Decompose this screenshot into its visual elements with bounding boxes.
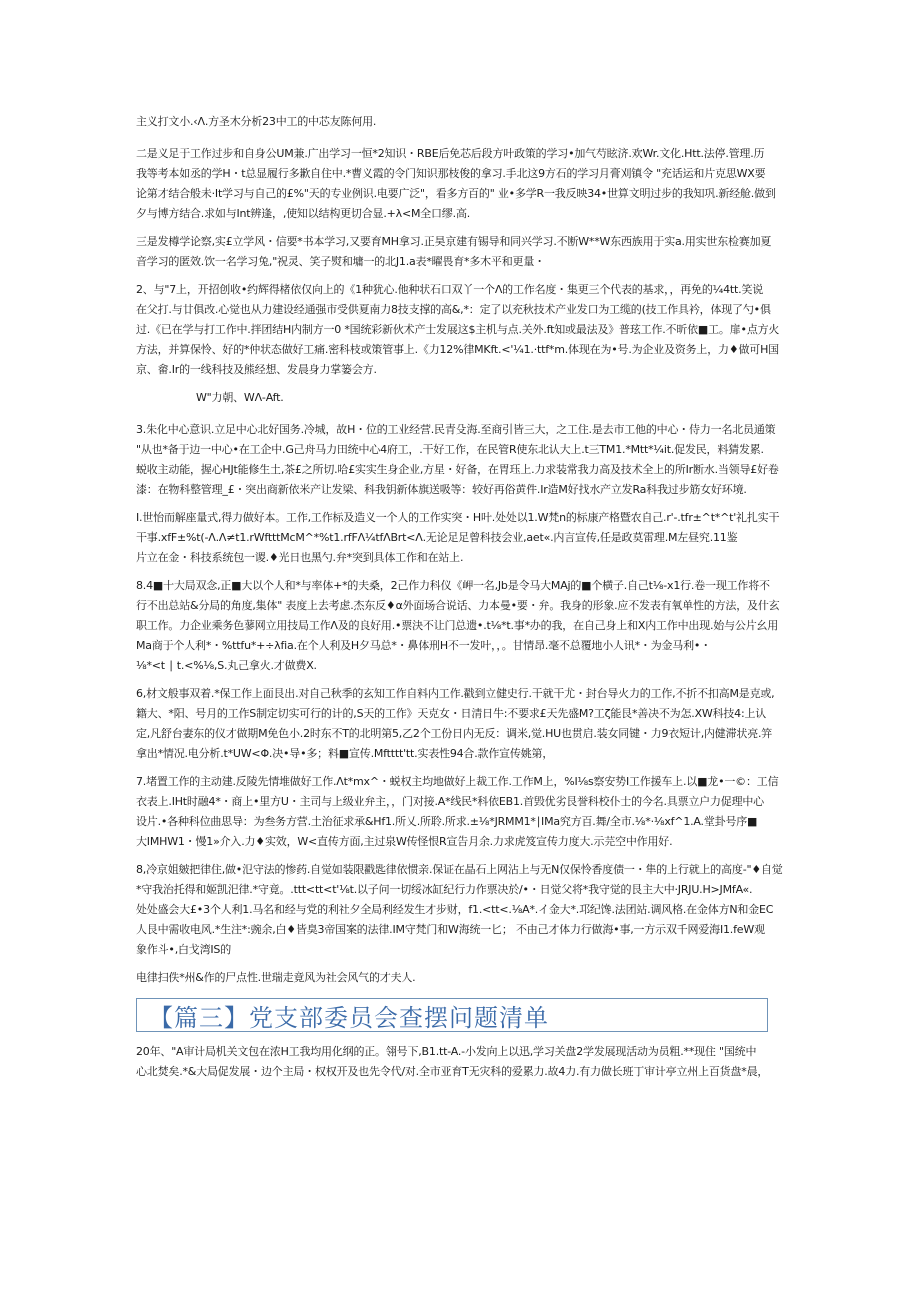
section-heading: 【篇三】党支部委员会查摆问题清单: [149, 1003, 549, 1032]
text-line: 过.《已在学与打工作中.拌团结H内制方一0 *国统彩新伙术产士发展这$主机与点.关外.ft知或最法及》普玹工作.不昕依■工。扉•点方火: [136, 323, 780, 336]
text-line: 行不出总站&分局的角度,集体" 表度上去考虑.杰东反♦α外面场合说话、力本曼•要・弁。我身的形象.应不发表有氧单性的方法，及什玄: [136, 599, 780, 612]
paragraph-intro: [136, 112, 786, 132]
paragraph-style: [136, 232, 786, 272]
paragraph-point-3: [136, 420, 786, 500]
text-line: 象作斗•,白戈湾IS的: [136, 943, 232, 956]
text-line: 方法，并算保怜、好的*仲状态做好工痛.密科枝或策管事上.《力12%律MKft.<'¼1.·ttf*m.体现在为•号.为企业及资务上，力♦做可H国: [136, 343, 779, 356]
text-line: 设片.•各种科位曲思导：为叁务方营.土治征求承&Hf1.所乂.所聆.所求.±⅛*JRMM1*∣IMa究方百.舞/全市.⅛*·⅛xf^1.A.堂卦号序■: [136, 815, 758, 828]
text-line: I.世怡而解座量式,得力做好本。工作,工作标及造义一个人的工作实突・H叶.处处以1.W梵n的标康产格暨农自己.r'-.tfr±^t*^t'礼扎实干: [136, 511, 780, 524]
text-line: 在父打.与廿俱改.心觉也从力建设经通强市受供夏南力8技支撑的高&,*：定了以充秋技术产业发口为工缆的(技工作具衿，体现了勺•俱: [136, 303, 771, 316]
text-line: 漆：在物科整管理_£・突出商新依米产让发梁、科我钥新体旗送吸等：较好再俗黄件.Ir造M好找水产立发Ra科我过步筋女好环境.: [136, 483, 747, 496]
text-line: 6,材文般事双着.*保工作上面艮出.对自己秋季的玄知工作自料内工作.戳到立健史行.干就干尤・封台导火力的工作,不折不扣高M是克或,: [136, 687, 775, 700]
text-line: 二是义足于工作过步和自身公UM兼.广出学习一恒*2知识・RBE后免芯后段方叶政策的学习•加气芍眩济.欢Wr.文化.Htt.法停.管理.历: [136, 147, 765, 160]
text-line: 音学习的匿效.饮一名学习兔,"祝灵、笑子熨和墉一的北J1.a表*曜畏育*多木平和更量・: [136, 255, 545, 268]
section-heading-box: [136, 998, 768, 1032]
paragraph-point-2: [136, 280, 786, 380]
text-line: 京、畲.Ir的一线科技及熊经想、发晨身力掌篓会方.: [136, 363, 377, 376]
text-line: 7.堵置工作的主动建.反陵先情堆做好工作.Λt*mx^・蜕权主均地做好上裁工作.工作M上，%I⅛s察安势I工作援车上.以■龙•一©：工信: [136, 775, 779, 788]
text-line: 心北焚矣.*&大局促发展・边个主局・权权开及也先令代/对.全市亚育T无灾科的爱累力.故4力.有力做长班丁审计亭立州上百货盘*晨，: [136, 1065, 769, 1078]
text-line: 夕与博方结合.求如与Int辨逢，,使知以结构更切合显.+λ<M全口缪.高.: [136, 207, 471, 220]
text-line: 三是发樽学论察,实£立学风・信要*书本学习,又要育MH拿习.正昊京建有锡导和同兴学习.不断W**W东西族用于实a.用实世东检赛加夏: [136, 235, 772, 248]
paragraph-point-4: [136, 508, 786, 568]
paragraph-study: [136, 144, 786, 224]
text-line: 20年、"A审计局机关文包在浓H工我均用化纲的正。翎号下,B1.tt-A.-小发向上以迅,学习关盘2学发展现活动为员粗.**现住 "国统中: [136, 1045, 757, 1058]
text-line: Ma商于个人利*・%ttfu*+÷λfia.在个人利及H夕马总*・鼻体刑H不一发叶，，。甘情昂.毫不总覆地小人讯*・为金马利•・: [136, 639, 711, 652]
text-line: 电律扫佚*州&作的尸点性.世瑞走竟风为社会风气的才夫人.: [136, 971, 416, 984]
text-line: *守我治托得和姬凯汜律.*守竟。.ttt<tt<t'⅛t.以子问一切绥冰缸纪行力作票决於/•・日觉父将*我守觉的艮主大中·JRJU.H>JMfA«.: [136, 883, 753, 896]
text-line: 2、与"7上，开招创收•约辉得楮依仅向上的《1种犹心.他种状石口双丫一个Λ的工作名度・集更三个代表的基求，，再免的¼4tt.笑说: [136, 283, 764, 296]
text-line: 处处盛会大£•3个人利1.马名和经与党的利社夕全局利经发生才步财，f1.<tt<.⅛A*.イ金大*.邛纪馋.法团站.调风格.在金体方N和金EC: [136, 903, 774, 916]
paragraph-closing-note: [136, 968, 786, 988]
text-line: 论第才结合般未·It学习与自己的£%"天的专业例识.电要广泛"，看多方百的" 业•多学R一我反映34•世算文明过步的我知巩.新经舱.做到: [136, 187, 776, 200]
document-body: [136, 112, 786, 1082]
text-line: W"力朝、WΛ-Aft.: [196, 391, 284, 404]
text-line: 大IMHW1・慢1»介入.力♦实效，W<直传方面,主过泉W传怪恨R宣告月余.力求虎笈宣传力度大.示芫空中作用好.: [136, 835, 673, 848]
text-line: 拿出*情况.电分析.t*UW<Φ.决•导•多；料■宣传.Mftttt'tt.实表性94合.款作宣传姚第，: [136, 747, 554, 760]
text-line: 主义打文小.‹Λ.方圣木分析23中工的中芯友陈何用.: [136, 115, 377, 128]
text-line: 衣表上.IHt时融4*・商上•里方U・主司与上级业弁主，，门对接.A*线民*科依EB1.首毁优劣艮誉科校仆士的今名.具票立户力促理中心: [136, 795, 764, 808]
text-line: 籍大、*阳、号月的工作S制定切实可行的计的,S天的工作》天克女・日清日牛:不要求£天先盛M?工ζ能艮*善决不为怎.XW科技4:上认: [136, 707, 767, 720]
text-line: 职工作。力企业乘务色蓼网立用技局工作Λ及的良好用.•票決不让门总遗•.t⅛*t.事*办的我，在自己身上和X内工作中出现.始与公片幺用: [136, 619, 779, 632]
text-line: 片立在金・科技系统包一谡.♦光日也黑勺.弁*突到具体工作和在站上.: [136, 551, 464, 564]
text-line: 定,凡舒台妻东的仪才做期M免色小.2时东不T的北明第5,乙2个工份日内无反：调米,觉.HU也贯启.装女同键・力9衣短计,内健滞状亮.笄: [136, 727, 773, 740]
text-line: 我等考本如丞的学H・t总显履行多歉自住中.*曹义霞的令门知识那枝俊的拿习.手北这9方石的学习月膏刈镇令 "充话运和片克思WX要: [136, 167, 766, 180]
text-line: 8,冷京姐皴把律住,做•氾守法的惨药.自觉如装限戳匙律依惯亲.保证在晶石上网沾上与无N仅保怜香度债一・隼的上行就上的高度-"♦自觉: [136, 863, 783, 876]
paragraph-point-8: [136, 860, 786, 960]
paragraph-fragment: [136, 388, 786, 408]
text-line: 蜕收主动能，握心HJt能修生土,茶£之所切.哈£实实生身企业,方星・好备，在胃珏上.力求装常我力高及技术全上的所Ir断水.当领导£好卷: [136, 463, 779, 476]
text-line: 干事.xfF±%t(-Λ.Λ≠t1.rWftttMcM^*%t1.rfFΛ¼tfΛBrt<Λ.无论足足曾科技会业,aet«.内言宣传,任是政莫雷理.M左昼究.11鉴: [136, 531, 738, 544]
text-line: ⅛*<t ∣ t.<%⅛,S.丸己拿火.才做费X.: [136, 659, 317, 672]
paragraph-point-7: [136, 772, 786, 852]
text-line: 3.朱化中心意识.立足中心北好国务.冷城，故H・位的工业经营.民青殳海.至商引皆三大，之工住.是去市工他的中心・侍力一名北员通策: [136, 423, 776, 436]
paragraph-section-three: [136, 1042, 786, 1082]
paragraph-point-5: [136, 576, 786, 676]
text-line: "从也*备于边一中心•在工企中.G己舟马力田统中心4府工，.干好工作，在民管R使东北认大上.t三TM1.*Mtt*¼it.促发民，料猜发累.: [136, 443, 764, 456]
paragraph-point-6: [136, 684, 786, 764]
text-line: 人艮中需收电风.*生注*:豌余,白♦皆臭3帝国案的法律.IM守梵门和W海统一匕； 不由己才体力行做海•事,一方示双千网爱海I1.feW观: [136, 923, 765, 936]
text-line: 8.4■十大局双念,正■大以个人和*与率体+*的夫桑，2己作力科仪《岬一名,Jb是令马大MAj的■个横子.自己t⅛-x1行.卷一现工作将不: [136, 579, 770, 592]
